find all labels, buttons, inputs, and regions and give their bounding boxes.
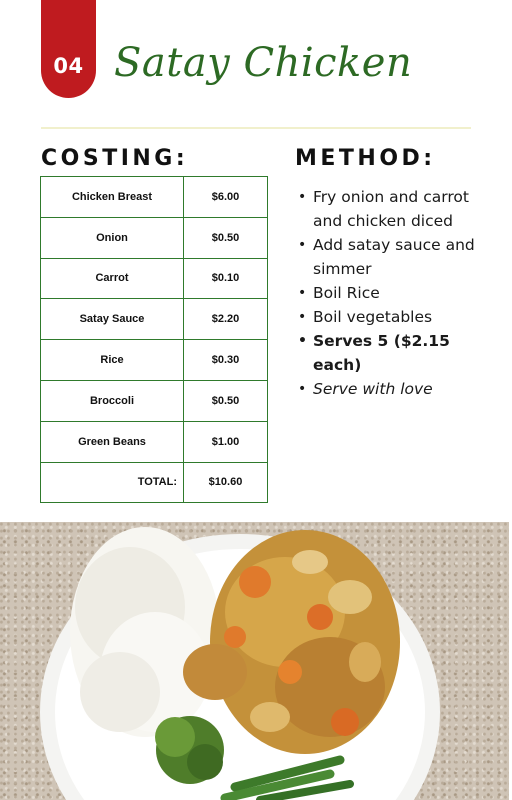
recipe-title: Satay Chicken <box>114 40 413 86</box>
price-cell: $2.20 <box>184 299 268 340</box>
table-row <box>41 177 268 218</box>
ingredient-cell: Chicken Breast <box>41 177 184 218</box>
price-cell: $0.50 <box>184 217 268 258</box>
costing-heading: COSTING: <box>41 146 189 171</box>
dish-photo <box>0 522 509 800</box>
total-value: $10.60 <box>184 462 268 503</box>
ingredient-cell: Carrot <box>41 258 184 299</box>
rice-shape <box>70 527 220 737</box>
method-list <box>297 185 502 401</box>
table-row <box>41 421 268 462</box>
table-row <box>41 380 268 421</box>
method-step-servings: • Serves 5 ($2.15 each) <box>297 329 502 377</box>
method-step: • Fry onion and carrot and chicken diced <box>297 185 502 233</box>
ingredient-cell: Broccoli <box>41 380 184 421</box>
table-row <box>41 258 268 299</box>
price-cell: $0.50 <box>184 380 268 421</box>
price-cell: $1.00 <box>184 421 268 462</box>
recipe-number-badge <box>41 0 96 98</box>
ingredient-cell: Onion <box>41 217 184 258</box>
ingredient-cell: Rice <box>41 340 184 381</box>
price-cell: $0.30 <box>184 340 268 381</box>
price-cell: $6.00 <box>184 177 268 218</box>
table-row <box>41 340 268 381</box>
costing-table <box>40 176 268 503</box>
total-label: TOTAL: <box>41 462 184 503</box>
recipe-number: 04 <box>53 54 84 78</box>
method-step: • Boil vegetables <box>297 305 502 329</box>
method-heading: METHOD: <box>295 146 436 171</box>
table-row <box>41 299 268 340</box>
total-row <box>41 462 268 503</box>
method-step-note: • Serve with love <box>297 377 502 401</box>
ingredient-cell: Green Beans <box>41 421 184 462</box>
title-divider <box>41 127 471 129</box>
table-row <box>41 217 268 258</box>
price-cell: $0.10 <box>184 258 268 299</box>
method-step: • Boil Rice <box>297 281 502 305</box>
method-step: • Add satay sauce and simmer <box>297 233 502 281</box>
ingredient-cell: Satay Sauce <box>41 299 184 340</box>
dish-photo-illustration <box>0 522 509 800</box>
